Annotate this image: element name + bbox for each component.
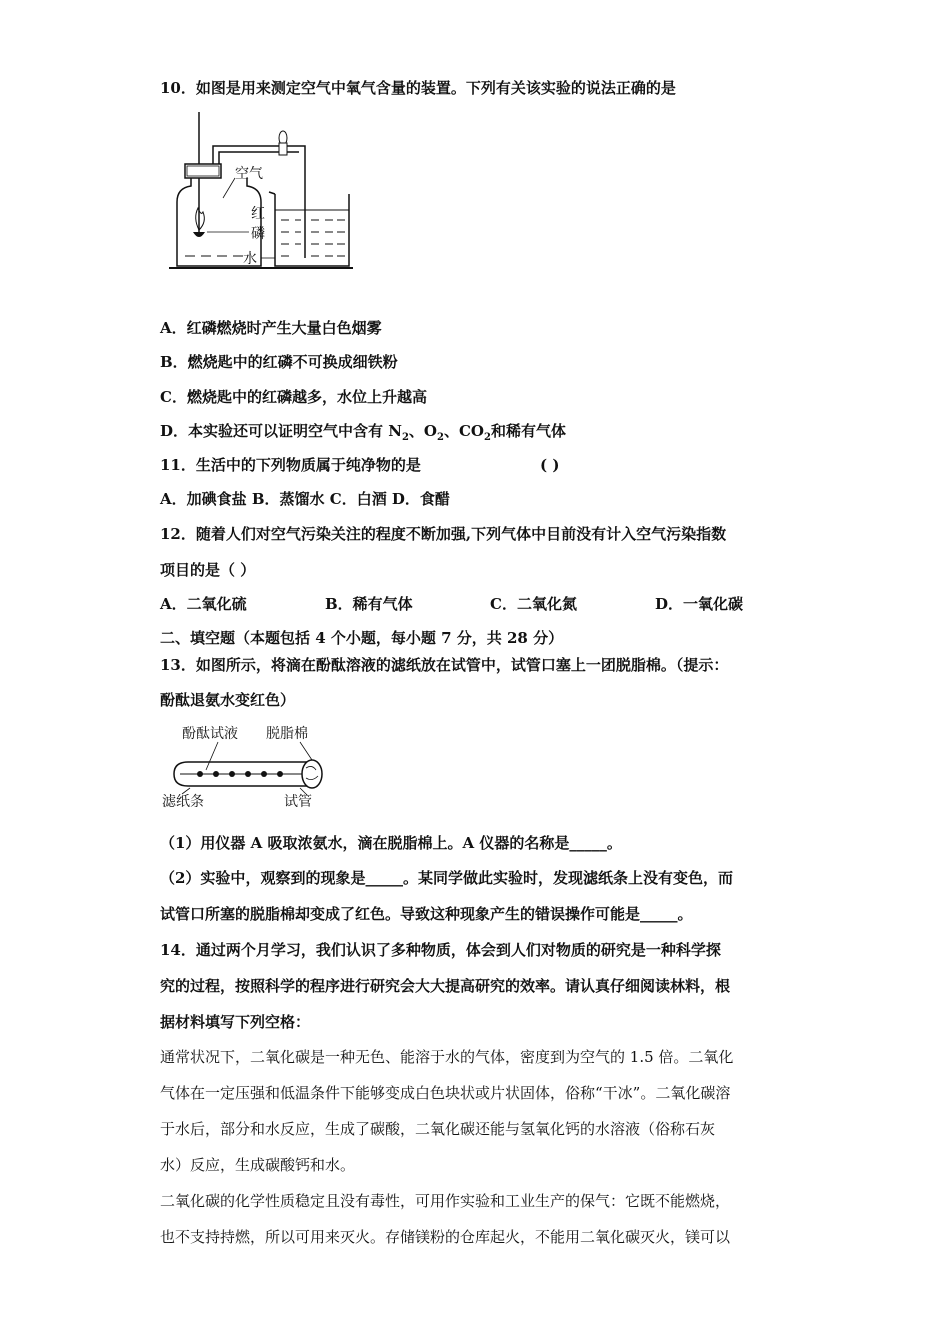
- q10-apparatus-figure: [165, 108, 355, 273]
- label-red: 红: [251, 206, 265, 222]
- subscript: 2: [483, 432, 491, 443]
- q13-line1: 13．如图所示，将滴在酚酞溶液的滤纸放在试管中，试管口塞上一团脱脂棉。（提示：: [160, 656, 729, 674]
- q13-test-tube-figure: [160, 718, 335, 810]
- q10-option-d: [160, 421, 566, 448]
- q14-line3: 据材料填写下列空格：: [160, 1013, 311, 1031]
- q13-sub1: （1）用仪器 A 吸取浓氨水，滴在脱脂棉上。A 仪器的名称是_____。: [160, 834, 622, 852]
- q14-line1: 14．通过两个月学习，我们认识了多种物质，体会到人们对物质的研究是一种科学探: [160, 941, 721, 959]
- q10-option-d-prefix: D．本实验还可以证明空气中含有 N: [160, 422, 402, 440]
- q11-options: A．加碘食盐 B．蒸馏水 C．白酒 D．食醋: [160, 490, 450, 508]
- label-test-tube: 试管: [284, 794, 312, 810]
- q14-passage1-line1: 通常状况下，二氧化碳是一种无色、能溶于水的气体，密度到为空气的 1.5 倍。二氧化: [160, 1048, 734, 1066]
- label-phosphorus: 磷: [251, 226, 265, 242]
- q12-option-b: B．稀有气体: [325, 595, 413, 613]
- q10-option-d-part: 、O: [408, 422, 437, 440]
- q14-passage2-line2: 也不支持持燃，所以可用来灭火。存储镁粉的仓库起火，不能用二氧化碳灭火，镁可以: [160, 1228, 731, 1246]
- q10-option-b: B．燃烧匙中的红磷不可换成细铁粉: [160, 353, 398, 371]
- label-phenolphthalein: 酚酞试液: [182, 726, 238, 742]
- q10-option-a: A．红磷燃烧时产生大量白色烟雾: [160, 319, 382, 337]
- q10-option-d-suffix: 和稀有气体: [490, 422, 566, 440]
- q12-option-d: D．一氧化碳: [655, 595, 744, 613]
- subscript: 2: [437, 432, 444, 443]
- q14-passage1-line2: 气体在一定压强和低温条件下能够变成白色块状或片状固体，俗称“干冰”。二氧化碳溶: [160, 1084, 731, 1102]
- label-filter-paper: 滤纸条: [162, 794, 204, 810]
- q10-stem: 10．如图是用来测定空气中氧气含量的装置。下列有关该实验的说法正确的是: [160, 79, 676, 97]
- q13-sub2-line2: 试管口所塞的脱脂棉却变成了红色。导致这种现象产生的错误操作可能是_____。: [160, 905, 693, 923]
- label-cotton: 脱脂棉: [266, 726, 308, 742]
- label-air: 空气: [235, 166, 263, 182]
- q12-line1: 12．随着人们对空气污染关注的程度不断加强,下列气体中目前没有计入空气污染指数: [160, 525, 727, 543]
- section-heading: 二、填空题（本题包括 4 个小题，每小题 7 分，共 28 分）: [160, 629, 564, 647]
- q14-passage1-line4: 水）反应，生成碳酸钙和水。: [160, 1156, 356, 1174]
- q14-passage1-line3: 于水后，部分和水反应，生成了碳酸，二氧化碳还能与氢氧化钙的水溶液（俗称石灰: [160, 1120, 716, 1138]
- q12-option-c: C．二氧化氮: [490, 595, 577, 613]
- q10-option-d-part: 、CO: [443, 422, 484, 440]
- q11-answer-paren: ( ): [540, 456, 560, 474]
- q10-option-c: C．燃烧匙中的红磷越多，水位上升越高: [160, 388, 427, 406]
- q14-line2: 究的过程，按照科学的程序进行研究会大大提高研究的效率。请认真仔细阅读林料，根: [160, 977, 731, 995]
- q12-line2: 项目的是（ ）: [160, 561, 256, 579]
- q12-option-a: A．二氧化硫: [160, 595, 247, 613]
- label-water: 水: [243, 251, 257, 267]
- q14-passage2-line1: 二氧化碳的化学性质稳定且没有毒性，可用作实验和工业生产的保气：它既不能燃烧，: [160, 1192, 731, 1210]
- subscript: 2: [401, 432, 409, 443]
- q11-stem: 11．生活中的下列物质属于纯净物的是: [160, 456, 421, 474]
- q13-line2: 酚酞退氨水变红色）: [160, 691, 296, 709]
- q13-sub2-line1: （2）实验中，观察到的现象是_____。某同学做此实验时，发现滤纸条上没有变色，而: [160, 869, 733, 887]
